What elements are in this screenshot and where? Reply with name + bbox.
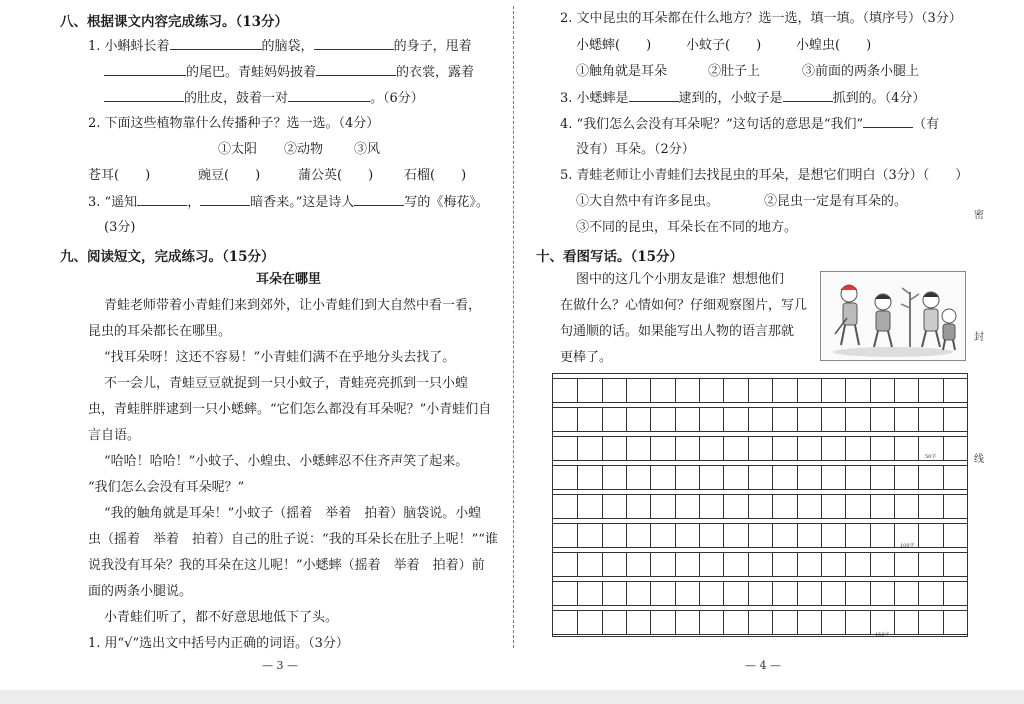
paragraph-1-line-1: 青蛙老师带着小青蛙们来到郊外，让小青蛙们到大自然中看一看，: [104, 298, 482, 313]
grid-cell-line: [772, 495, 773, 518]
text: 暗香来。”这是诗人: [250, 195, 355, 210]
scan-bottom-edge: [0, 690, 1024, 704]
grid-cell-line: [918, 611, 919, 634]
grid-cell-line: [821, 379, 822, 402]
grid-cell-line: [943, 553, 944, 576]
grid-cell-line: [821, 495, 822, 518]
grid-cell-line: [918, 379, 919, 402]
q5-option-3: ③不同的昆虫，耳朵长在不同的地方。: [576, 220, 798, 235]
answer-blank[interactable]: [783, 89, 833, 102]
grid-cell-line: [650, 524, 651, 547]
page-number-left: — 3 —: [262, 659, 298, 672]
grid-cell-line: [748, 495, 749, 518]
grid-cell-line: [870, 466, 871, 489]
grid-cell-line: [943, 611, 944, 634]
grid-cell-line: [870, 611, 871, 634]
grid-cell-line: [675, 379, 676, 402]
text: ，: [187, 195, 201, 210]
writing-prompt-line-1: 图中的这几个小朋友是谁？想想他们: [576, 272, 785, 287]
writing-prompt-line-4: 更棒了。: [560, 350, 613, 365]
grid-cell-line: [748, 408, 749, 431]
text: 的肚皮，鼓着一对: [184, 91, 289, 106]
grid-cell-line: [650, 437, 651, 460]
grid-cell-line: [870, 408, 871, 431]
section-8-title: 八、根据课文内容完成练习。（13分）: [60, 14, 289, 30]
grid-cell-line: [870, 495, 871, 518]
grid-cell-line: [894, 582, 895, 605]
paragraph-4-line-1: “哈哈！哈哈！”小蚊子、小蝗虫、小蟋蟀忍不住齐声笑了起来。: [104, 454, 469, 469]
grid-cell-line: [723, 495, 724, 518]
grid-cell-line: [650, 582, 651, 605]
grid-cell-line: [602, 553, 603, 576]
reading-question-1: 1. 用“√”选出文中括号内正确的词语。（3分）: [88, 636, 349, 651]
writing-prompt-line-2: 在做什么？心情如何？仔细观察图片，写几: [560, 298, 808, 313]
grid-cell-line: [577, 553, 578, 576]
grid-cell-line: [577, 466, 578, 489]
right-question-4-line-1: [560, 115, 939, 134]
option-sun: ①太阳: [218, 142, 258, 157]
binding-mark-xian: 线: [974, 454, 984, 465]
grid-cell-line: [894, 408, 895, 431]
binding-mark-feng: 封: [974, 332, 984, 343]
section-10-title: 十、看图写话。（15分）: [536, 249, 684, 265]
grid-cell-line: [894, 611, 895, 634]
question-3: [88, 193, 489, 212]
char-count-150: 150字: [875, 632, 890, 638]
grid-cell-line: [748, 466, 749, 489]
grid-cell-line: [577, 437, 578, 460]
grid-cell-line: [626, 524, 627, 547]
question-1-line-2: [104, 63, 474, 82]
page-divider: [513, 6, 514, 648]
grid-cell-line: [918, 466, 919, 489]
grid-cell-line: [699, 582, 700, 605]
answer-blank[interactable]: [288, 89, 370, 102]
answer-blank[interactable]: [354, 193, 404, 206]
grid-cell-line: [699, 495, 700, 518]
grid-cell-line: [748, 379, 749, 402]
grid-cell-line: [797, 582, 798, 605]
writing-prompt-line-3: 句通顺的话。如果能写出人物的语言那就: [560, 324, 795, 339]
paragraph-5-line-3: 说我没有耳朵？我的耳朵在这儿呢！”小蟋蟀（摇着 举着 拍着）前: [88, 558, 485, 573]
right-question-2: 2. 文中昆虫的耳朵都在什么地方？选一选，填一填。（填序号）（3分）: [560, 11, 962, 26]
insect-cricket[interactable]: 小蟋蟀( ): [576, 38, 652, 53]
grid-cell-line: [626, 437, 627, 460]
grid-cell-line: [699, 524, 700, 547]
grid-cell-line: [894, 466, 895, 489]
insect-mosquito[interactable]: 小蚊子( ): [686, 38, 762, 53]
plant-pea[interactable]: 豌豆( ): [198, 168, 261, 183]
grid-cell-line: [626, 408, 627, 431]
grid-cell-line: [675, 495, 676, 518]
grid-cell-line: [918, 524, 919, 547]
grid-cell-line: [797, 553, 798, 576]
text: 3. 小蟋蟀是: [560, 91, 629, 106]
grid-cell-line: [602, 437, 603, 460]
story-title: 耳朵在哪里: [256, 272, 322, 287]
grid-cell-line: [626, 611, 627, 634]
grid-cell-line: [943, 466, 944, 489]
grid-cell-line: [675, 524, 676, 547]
grid-cell-line: [943, 524, 944, 547]
plant-cocklebur[interactable]: 苍耳( ): [88, 168, 151, 183]
paragraph-3-line-3: 言自语。: [88, 428, 141, 443]
grid-cell-line: [870, 582, 871, 605]
answer-blank[interactable]: [316, 63, 396, 76]
paragraph-5-line-4: 面的两条小腿说。: [88, 584, 193, 599]
grid-cell-line: [845, 524, 846, 547]
grid-cell-line: [748, 582, 749, 605]
grid-cell-line: [723, 408, 724, 431]
grid-cell-line: [772, 379, 773, 402]
grid-cell-line: [821, 582, 822, 605]
grid-cell-line: [943, 495, 944, 518]
grid-cell-line: [894, 437, 895, 460]
answer-blank[interactable]: [104, 89, 184, 102]
grid-cell-line: [797, 611, 798, 634]
paragraph-1-line-2: 昆虫的耳朵都长在哪里。: [88, 324, 232, 339]
grid-cell-line: [675, 553, 676, 576]
grid-cell-line: [626, 466, 627, 489]
grid-cell-line: [772, 582, 773, 605]
answer-blank[interactable]: [200, 193, 250, 206]
paragraph-5-line-2: 虫（摇着 举着 拍着）自己的肚子说：“我的耳朵长在肚子上呢！”“谁: [88, 532, 498, 547]
grid-cell-line: [845, 495, 846, 518]
grid-cell-line: [772, 408, 773, 431]
paragraph-6: 小青蛙们听了，都不好意思地低下了头。: [104, 610, 339, 625]
grid-cell-line: [699, 408, 700, 431]
grid-cell-line: [675, 466, 676, 489]
grid-cell-line: [675, 437, 676, 460]
grid-cell-line: [918, 495, 919, 518]
grid-cell-line: [797, 437, 798, 460]
grid-cell-line: [675, 611, 676, 634]
answer-blank[interactable]: [863, 115, 913, 128]
grid-cell-line: [845, 611, 846, 634]
answer-blank[interactable]: [314, 37, 394, 50]
grid-cell-line: [870, 379, 871, 402]
answer-blank[interactable]: [170, 37, 262, 50]
grid-row: [553, 610, 967, 635]
option-belly: ②肚子上: [708, 64, 761, 79]
grid-cell-line: [577, 582, 578, 605]
grid-cell-line: [821, 524, 822, 547]
question-1-line-1: [88, 37, 472, 56]
grid-cell-line: [602, 408, 603, 431]
grid-cell-line: [772, 611, 773, 634]
grid-cell-line: [699, 553, 700, 576]
grid-cell-line: [626, 553, 627, 576]
grid-cell-line: [602, 495, 603, 518]
paragraph-3-line-2: 虫，青蛙胖胖逮到一只小蟋蟀。“它们怎么都没有耳朵呢？”小青蛙们自: [88, 402, 492, 417]
grid-cell-line: [845, 379, 846, 402]
text: （有: [913, 117, 940, 132]
grid-cell-line: [650, 408, 651, 431]
right-question-5: 5. 青蛙老师让小青蛙们去找昆虫的耳朵，是想它们明白（3分）（ ）: [560, 168, 969, 183]
grid-cell-line: [821, 408, 822, 431]
grid-row: [553, 552, 967, 577]
grid-cell-line: [626, 582, 627, 605]
grid-cell-line: [918, 582, 919, 605]
answer-blank[interactable]: [104, 63, 186, 76]
grid-cell-line: [894, 553, 895, 576]
page-number-right: — 4 —: [745, 659, 781, 672]
answer-blank[interactable]: [137, 193, 187, 206]
char-count-100: 100字: [900, 543, 915, 549]
child-3: [922, 292, 940, 347]
grid-cell-line: [772, 553, 773, 576]
grid-cell-line: [602, 379, 603, 402]
child-2: [874, 294, 892, 347]
grid-cell-line: [602, 582, 603, 605]
question-2: 2. 下面这些植物靠什么传播种子？选一选。（4分）: [88, 116, 380, 131]
grid-cell-line: [577, 495, 578, 518]
text: 3. “遥知: [88, 195, 138, 210]
grid-cell-line: [845, 553, 846, 576]
grid-cell-line: [943, 379, 944, 402]
grid-cell-line: [845, 466, 846, 489]
plant-dandelion[interactable]: 蒲公英( ): [298, 168, 374, 183]
text: 。（6分）: [370, 91, 424, 106]
grid-cell-line: [845, 582, 846, 605]
grid-row: [553, 494, 967, 519]
grid-cell-line: [699, 437, 700, 460]
paragraph-4-line-2: “我们怎么会没有耳朵呢？”: [88, 480, 245, 495]
option-antenna: ①触角就是耳朵: [576, 64, 668, 79]
grid-cell-line: [602, 524, 603, 547]
grid-cell-line: [650, 379, 651, 402]
grid-cell-line: [894, 379, 895, 402]
illustration-svg: [821, 272, 965, 360]
insect-locust[interactable]: 小蝗虫( ): [796, 38, 872, 53]
text: 4. “我们怎么会没有耳朵呢？”这句话的意思是“我们”: [560, 117, 864, 132]
char-count-50: 50字: [925, 454, 937, 460]
grid-cell-line: [870, 524, 871, 547]
grid-cell-line: [723, 553, 724, 576]
grid-cell-line: [577, 524, 578, 547]
grid-cell-line: [675, 408, 676, 431]
grid-cell-line: [894, 495, 895, 518]
right-question-3: [560, 89, 925, 108]
grid-cell-line: [699, 611, 700, 634]
q5-option-1: ①大自然中有许多昆虫。: [576, 194, 720, 209]
grid-cell-line: [650, 553, 651, 576]
grid-cell-line: [772, 466, 773, 489]
grid-cell-line: [723, 524, 724, 547]
grid-cell-line: [821, 553, 822, 576]
text: 的尾巴。青蛙妈妈披着: [186, 65, 317, 80]
option-animal: ②动物: [284, 142, 324, 157]
composition-grid[interactable]: [552, 373, 968, 637]
grid-cell-line: [650, 495, 651, 518]
grid-cell-line: [626, 495, 627, 518]
grid-cell-line: [650, 611, 651, 634]
grid-cell-line: [870, 553, 871, 576]
answer-blank[interactable]: [629, 89, 679, 102]
grid-row: [553, 407, 967, 432]
grid-cell-line: [772, 437, 773, 460]
grid-cell-line: [797, 495, 798, 518]
grid-cell-line: [723, 611, 724, 634]
grid-cell-line: [602, 466, 603, 489]
grid-cell-line: [918, 408, 919, 431]
grid-cell-line: [723, 437, 724, 460]
grid-cell-line: [894, 524, 895, 547]
paragraph-2: “找耳朵呀！这还不容易！”小青蛙们满不在乎地分头去找了。: [104, 350, 456, 365]
grid-cell-line: [797, 408, 798, 431]
grid-cell-line: [797, 466, 798, 489]
text: 写的《梅花》。: [404, 195, 489, 210]
option-legs: ③前面的两条小腿上: [802, 64, 920, 79]
plant-pomegranate[interactable]: 石榴( ): [404, 168, 467, 183]
grid-cell-line: [699, 379, 700, 402]
grid-cell-line: [943, 582, 944, 605]
grid-cell-line: [918, 553, 919, 576]
text: 1. 小蝌蚪长着: [88, 39, 170, 54]
text: 抓到的。（4分）: [832, 91, 926, 106]
grid-cell-line: [821, 611, 822, 634]
text: 的衣裳，露着: [396, 65, 475, 80]
grid-cell-line: [821, 466, 822, 489]
option-wind: ③风: [354, 142, 381, 157]
grid-cell-line: [797, 379, 798, 402]
grid-cell-line: [699, 466, 700, 489]
binding-mark-mi: 密: [974, 210, 984, 221]
grid-cell-line: [577, 611, 578, 634]
grid-cell-line: [675, 582, 676, 605]
grid-row: [553, 436, 967, 461]
grid-cell-line: [650, 466, 651, 489]
question-3-score: (3分): [104, 220, 136, 235]
child-1: [835, 285, 859, 345]
grid-cell-line: [748, 524, 749, 547]
child-4: [942, 309, 956, 350]
question-1-line-3: [104, 89, 424, 108]
grid-cell-line: [797, 524, 798, 547]
grid-cell-line: [602, 611, 603, 634]
grid-cell-line: [845, 437, 846, 460]
grid-cell-line: [918, 437, 919, 460]
grid-cell-line: [723, 466, 724, 489]
grid-cell-line: [748, 553, 749, 576]
grid-cell-line: [723, 379, 724, 402]
section-9-title: 九、阅读短文，完成练习。（15分）: [60, 249, 275, 265]
grid-row: [553, 465, 967, 490]
grid-cell-line: [748, 611, 749, 634]
grid-cell-line: [577, 379, 578, 402]
right-question-4-line-2: 没有）耳朵。（2分）: [576, 142, 695, 157]
text: 的身子，甩着: [393, 39, 472, 54]
grid-cell-line: [845, 408, 846, 431]
text: 的脑袋，: [261, 39, 314, 54]
grid-cell-line: [821, 437, 822, 460]
paragraph-3-line-1: 不一会儿，青蛙豆豆就捉到一只小蚊子，青蛙亮亮抓到一只小蝗: [104, 376, 469, 391]
grid-cell-line: [626, 379, 627, 402]
grid-row: [553, 378, 967, 403]
q5-option-2: ②昆虫一定是有耳朵的。: [764, 194, 908, 209]
grid-cell-line: [723, 582, 724, 605]
grid-cell-line: [943, 408, 944, 431]
children-planting-illustration: [820, 271, 966, 361]
grid-cell-line: [772, 524, 773, 547]
grid-row: [553, 581, 967, 606]
grid-cell-line: [943, 437, 944, 460]
text: 逮到的，小蚊子是: [678, 91, 783, 106]
grid-cell-line: [748, 437, 749, 460]
grid-cell-line: [577, 408, 578, 431]
paragraph-5-line-1: “我的触角就是耳朵！”小蚊子（摇着 举着 拍着）脑袋说。小蝗: [104, 506, 482, 521]
grid-cell-line: [870, 437, 871, 460]
